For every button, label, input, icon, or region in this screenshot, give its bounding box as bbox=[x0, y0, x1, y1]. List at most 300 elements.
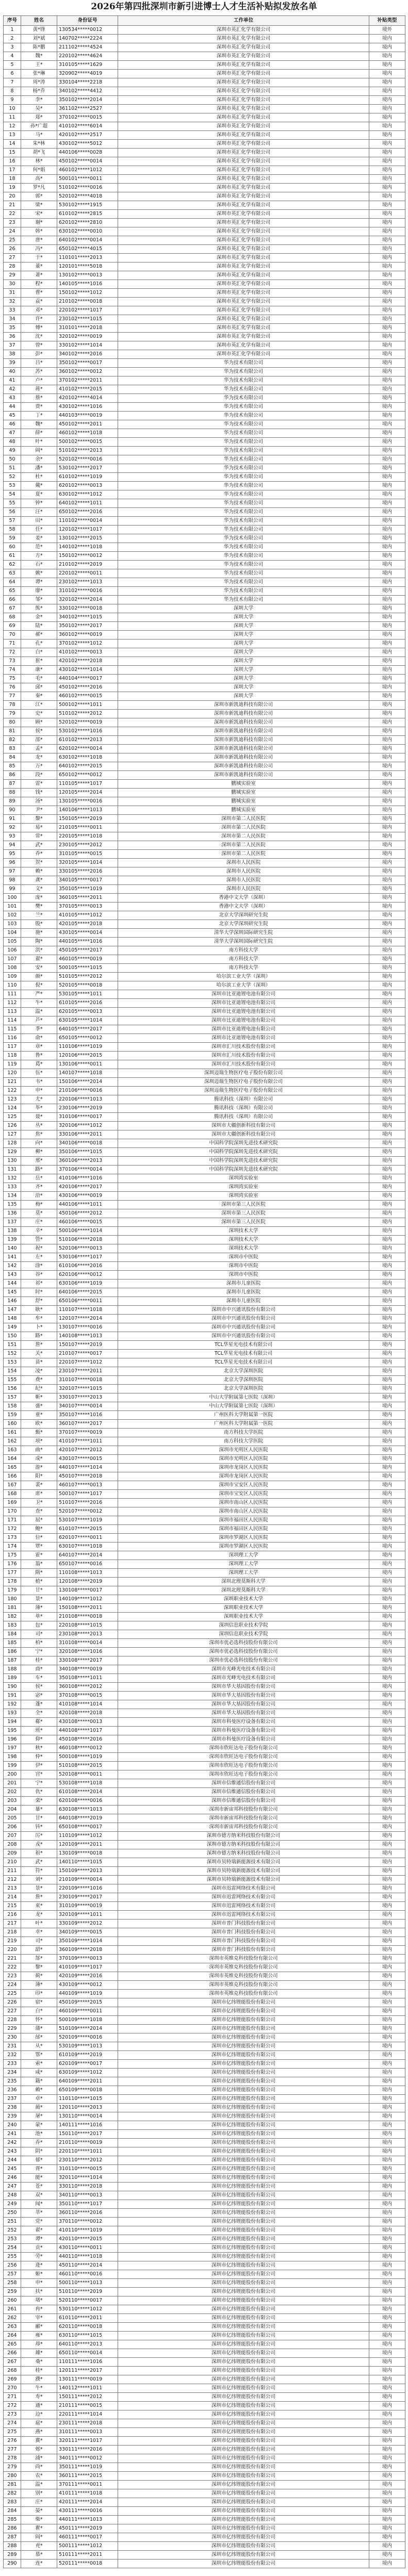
row-subsidy-type: 境内 bbox=[369, 2428, 405, 2437]
row-name: 车* bbox=[21, 1674, 57, 1683]
row-employer: 深圳市亿纬锂能股份有限公司 bbox=[118, 2446, 369, 2454]
row-index: 243 bbox=[4, 2147, 21, 2156]
row-subsidy-type: 境内 bbox=[369, 859, 405, 867]
row-employer: 鹏城实验室 bbox=[118, 780, 369, 789]
row-employer: 深圳市人民医院 bbox=[118, 876, 369, 885]
row-name: 周*涛 bbox=[21, 78, 57, 87]
row-name: 颜* bbox=[21, 973, 57, 981]
row-subsidy-type: 境内 bbox=[369, 1779, 405, 1788]
table-row bbox=[4, 718, 405, 727]
table-row bbox=[4, 675, 405, 683]
table-row bbox=[4, 52, 405, 61]
table-row bbox=[4, 464, 405, 473]
row-employer: 深圳市中兴通讯股份有限公司 bbox=[118, 1323, 369, 1332]
row-index: 166 bbox=[4, 1472, 21, 1481]
table-row bbox=[4, 2323, 405, 2332]
row-index: 266 bbox=[4, 2349, 21, 2358]
row-id-number: 430108*****0013 bbox=[57, 1718, 118, 1727]
row-name: 黎* bbox=[21, 1963, 57, 1972]
row-name: 刘* bbox=[21, 1876, 57, 1884]
row-id-number: 450102*****0014 bbox=[57, 157, 118, 166]
row-employer: 深圳市新凯迪科技有限公司 bbox=[118, 727, 369, 736]
table-row bbox=[4, 1499, 405, 1507]
table-row bbox=[4, 578, 405, 587]
row-index: 70 bbox=[4, 631, 21, 639]
table-row bbox=[4, 1078, 405, 1087]
row-subsidy-type: 境内 bbox=[369, 1332, 405, 1341]
table-row bbox=[4, 867, 405, 876]
row-name: 景* bbox=[21, 1595, 57, 1604]
row-subsidy-type: 境内 bbox=[369, 999, 405, 1008]
row-employer: 深圳市福田区人民医院 bbox=[118, 1516, 369, 1525]
row-subsidy-type: 境内 bbox=[369, 2288, 405, 2296]
row-employer: 深圳市亿纬锂能股份有限公司 bbox=[118, 2323, 369, 2332]
row-index: 143 bbox=[4, 1271, 21, 1279]
row-subsidy-type: 境内 bbox=[369, 1130, 405, 1139]
row-index: 245 bbox=[4, 2165, 21, 2174]
row-subsidy-type: 境内 bbox=[369, 2384, 405, 2393]
row-employer: 深圳市亿纬锂能股份有限公司 bbox=[118, 2296, 369, 2305]
table-row bbox=[4, 1858, 405, 1867]
row-name: 蒲* bbox=[21, 2025, 57, 2033]
row-subsidy-type: 境内 bbox=[369, 1455, 405, 1464]
row-employer: 华为技术有限公司 bbox=[118, 490, 369, 499]
row-id-number: 130108*****0017 bbox=[57, 1586, 118, 1595]
row-id-number: 120110*****2013 bbox=[57, 2104, 118, 2112]
row-subsidy-type: 境内 bbox=[369, 1358, 405, 1367]
row-id-number: 520107*****0012 bbox=[57, 1507, 118, 1516]
table-row bbox=[4, 1166, 405, 1174]
row-employer: 深圳市英汇化学有限公司 bbox=[118, 350, 369, 359]
row-index: 102 bbox=[4, 911, 21, 920]
row-employer: 深圳市亿纬锂能股份有限公司 bbox=[118, 2332, 369, 2340]
row-index: 206 bbox=[4, 1823, 21, 1832]
row-index: 248 bbox=[4, 2191, 21, 2200]
row-subsidy-type: 境内 bbox=[369, 2402, 405, 2410]
row-index: 258 bbox=[4, 2279, 21, 2288]
row-id-number: 150102*****1012 bbox=[57, 289, 118, 298]
row-subsidy-type: 境内 bbox=[369, 1315, 405, 1323]
row-employer: 南方科技大学 bbox=[118, 964, 369, 973]
row-employer: 深圳市英汇化学有限公司 bbox=[118, 70, 369, 78]
row-index: 137 bbox=[4, 1218, 21, 1227]
row-id-number: 460105*****0019 bbox=[57, 955, 118, 964]
row-subsidy-type: 境内 bbox=[369, 1534, 405, 1543]
row-index: 217 bbox=[4, 1919, 21, 1928]
row-id-number: 210110*****0019 bbox=[57, 2139, 118, 2147]
row-employer: 深圳市英汇化学有限公司 bbox=[118, 219, 369, 227]
row-index: 61 bbox=[4, 552, 21, 561]
row-index: 145 bbox=[4, 1288, 21, 1297]
row-name: 姜* bbox=[21, 534, 57, 543]
row-employer: 深圳市英维克科技股份有限公司 bbox=[118, 1981, 369, 1990]
row-employer: 华为技术有限公司 bbox=[118, 552, 369, 561]
row-subsidy-type: 境内 bbox=[369, 2279, 405, 2288]
row-employer: 深圳市迅雷网络技术有限公司 bbox=[118, 1893, 369, 1902]
row-subsidy-type: 境内 bbox=[369, 262, 405, 271]
row-name: 单* bbox=[21, 1613, 57, 1621]
row-name: 戴* bbox=[21, 482, 57, 490]
row-id-number: 610107*****2015 bbox=[57, 1525, 118, 1534]
row-employer: 深圳市科曼医疗设备有限公司 bbox=[118, 1718, 369, 1727]
table-row bbox=[4, 1034, 405, 1043]
row-subsidy-type: 境内 bbox=[369, 745, 405, 753]
row-id-number: 410106*****1016 bbox=[57, 1174, 118, 1183]
row-subsidy-type: 境内 bbox=[369, 1709, 405, 1718]
row-employer: 华为技术有限公司 bbox=[118, 499, 369, 508]
table-row bbox=[4, 1621, 405, 1630]
row-employer: 深圳市宝安区人民医院 bbox=[118, 1490, 369, 1499]
table-row bbox=[4, 1578, 405, 1586]
row-index: 23 bbox=[4, 219, 21, 227]
table-row bbox=[4, 1279, 405, 1288]
row-id-number: 230111*****2018 bbox=[57, 2419, 118, 2428]
row-index: 152 bbox=[4, 1350, 21, 1358]
row-employer: 深圳市新宙邦科技股份有限公司 bbox=[118, 1814, 369, 1823]
row-name: 段* bbox=[21, 771, 57, 780]
row-id-number: 120111*****2017 bbox=[57, 2367, 118, 2375]
row-name: 成* bbox=[21, 1455, 57, 1464]
row-subsidy-type: 境内 bbox=[369, 1928, 405, 1937]
table-row bbox=[4, 710, 405, 718]
row-name: 宫* bbox=[21, 1770, 57, 1779]
table-row bbox=[4, 2428, 405, 2437]
row-employer: 深圳市英汇化学有限公司 bbox=[118, 227, 369, 236]
row-index: 100 bbox=[4, 894, 21, 903]
row-employer: 深圳市新凯迪科技有限公司 bbox=[118, 745, 369, 753]
row-subsidy-type: 境内 bbox=[369, 1192, 405, 1201]
row-employer: 深圳市华大基因股份有限公司 bbox=[118, 1692, 369, 1700]
table-row bbox=[4, 35, 405, 43]
row-subsidy-type: 境内 bbox=[369, 1367, 405, 1376]
row-id-number: 210108*****0018 bbox=[57, 1613, 118, 1621]
row-subsidy-type: 境内 bbox=[369, 1639, 405, 1648]
row-subsidy-type: 境内 bbox=[369, 289, 405, 298]
table-row bbox=[4, 2174, 405, 2183]
row-subsidy-type: 境内 bbox=[369, 622, 405, 631]
row-name: 束* bbox=[21, 1902, 57, 1911]
row-subsidy-type: 境内 bbox=[369, 2147, 405, 2156]
row-index: 162 bbox=[4, 1437, 21, 1446]
row-subsidy-type: 境内 bbox=[369, 1446, 405, 1455]
row-employer: 清华大学深圳国际研究生院 bbox=[118, 938, 369, 946]
row-index: 173 bbox=[4, 1534, 21, 1543]
row-name: 江* bbox=[21, 701, 57, 710]
row-employer: 深圳市英汇化学有限公司 bbox=[118, 271, 369, 280]
row-subsidy-type: 境内 bbox=[369, 2358, 405, 2367]
table-row bbox=[4, 1464, 405, 1472]
row-id-number: 500110*****1013 bbox=[57, 2279, 118, 2288]
row-name: 詹* bbox=[21, 1893, 57, 1902]
table-row bbox=[4, 2437, 405, 2446]
table-row bbox=[4, 333, 405, 341]
row-index: 120 bbox=[4, 1069, 21, 1078]
row-employer: 深圳市优必选科技股份有限公司 bbox=[118, 1656, 369, 1665]
table-row bbox=[4, 219, 405, 227]
row-subsidy-type: 境内 bbox=[369, 701, 405, 710]
row-subsidy-type: 境内 bbox=[369, 1209, 405, 1218]
table-row bbox=[4, 2507, 405, 2516]
table-row bbox=[4, 26, 405, 35]
row-employer: 深圳市宝安区人民医院 bbox=[118, 1481, 369, 1490]
row-name: 盛* bbox=[21, 1402, 57, 1411]
row-id-number: 150110*****2017 bbox=[57, 2130, 118, 2139]
table-row bbox=[4, 1332, 405, 1341]
row-index: 118 bbox=[4, 1052, 21, 1060]
row-id-number: 220105*****1018 bbox=[57, 832, 118, 841]
row-employer: 深圳北理莫斯科大学 bbox=[118, 1586, 369, 1595]
row-name: 赖* bbox=[21, 2086, 57, 2095]
row-id-number: 620108*****0016 bbox=[57, 1797, 118, 1806]
row-index: 285 bbox=[4, 2516, 21, 2524]
row-index: 189 bbox=[4, 1674, 21, 1683]
row-name: 常* bbox=[21, 832, 57, 841]
row-index: 15 bbox=[4, 149, 21, 157]
row-id-number: 650102*****2016 bbox=[57, 508, 118, 517]
table-row bbox=[4, 1060, 405, 1069]
row-employer: 深圳市比亚迪锂电池有限公司 bbox=[118, 1016, 369, 1025]
table-row bbox=[4, 701, 405, 710]
row-id-number: 440110*****1018 bbox=[57, 2253, 118, 2261]
row-index: 267 bbox=[4, 2358, 21, 2367]
row-employer: 深圳市信维通信股份有限公司 bbox=[118, 1788, 369, 1797]
row-employer: 深圳市德方纳米科技股份有限公司 bbox=[118, 1849, 369, 1858]
row-subsidy-type: 境内 bbox=[369, 2007, 405, 2016]
row-index: 215 bbox=[4, 1902, 21, 1911]
row-id-number: 340102*****1015 bbox=[57, 613, 118, 622]
table-row bbox=[4, 587, 405, 596]
row-employer: 深圳市第三人民医院 bbox=[118, 1218, 369, 1227]
row-employer: 华为技术有限公司 bbox=[118, 596, 369, 604]
row-employer: 深圳市英维克科技股份有限公司 bbox=[118, 1955, 369, 1963]
row-index: 119 bbox=[4, 1060, 21, 1069]
table-row bbox=[4, 1393, 405, 1402]
row-index: 247 bbox=[4, 2183, 21, 2191]
row-id-number: 420109*****2016 bbox=[57, 1972, 118, 1981]
row-subsidy-type: 境内 bbox=[369, 2507, 405, 2516]
row-subsidy-type: 境内 bbox=[369, 1201, 405, 1209]
row-index: 182 bbox=[4, 1613, 21, 1621]
table-row bbox=[4, 1560, 405, 1569]
table-row bbox=[4, 2086, 405, 2095]
row-employer: 深圳市亿纬锂能股份有限公司 bbox=[118, 2270, 369, 2279]
row-id-number: 410109*****1017 bbox=[57, 1963, 118, 1972]
table-row bbox=[4, 201, 405, 210]
row-name: 费* bbox=[21, 1376, 57, 1385]
row-name: 桂* bbox=[21, 2367, 57, 2375]
row-index: 32 bbox=[4, 298, 21, 306]
row-id-number: 440105*****1016 bbox=[57, 938, 118, 946]
row-employer: 深圳技术大学 bbox=[118, 1236, 369, 1244]
row-index: 131 bbox=[4, 1166, 21, 1174]
table-row bbox=[4, 1157, 405, 1166]
row-name: 祝* bbox=[21, 1244, 57, 1253]
table-row bbox=[4, 412, 405, 420]
table-row bbox=[4, 929, 405, 938]
row-subsidy-type: 境内 bbox=[369, 806, 405, 815]
row-employer: 北京大学深圳医院 bbox=[118, 1385, 369, 1393]
row-name: 舒* bbox=[21, 1297, 57, 1306]
table-row bbox=[4, 903, 405, 911]
table-row bbox=[4, 1656, 405, 1665]
row-employer: 深圳市亿纬锂能股份有限公司 bbox=[118, 2516, 369, 2524]
row-employer: 华为技术有限公司 bbox=[118, 376, 369, 385]
row-subsidy-type: 境内 bbox=[369, 1525, 405, 1534]
table-row bbox=[4, 1832, 405, 1841]
row-index: 229 bbox=[4, 2025, 21, 2033]
row-index: 183 bbox=[4, 1621, 21, 1630]
row-id-number: 500102*****0015 bbox=[57, 438, 118, 447]
row-index: 178 bbox=[4, 1578, 21, 1586]
row-id-number: 220110*****1011 bbox=[57, 2147, 118, 2156]
row-id-number: 610102*****2013 bbox=[57, 736, 118, 745]
table-row bbox=[4, 2270, 405, 2279]
row-index: 228 bbox=[4, 2016, 21, 2025]
row-index: 197 bbox=[4, 1744, 21, 1753]
row-name: 党* bbox=[21, 2218, 57, 2226]
row-id-number: 450105*****2017 bbox=[57, 946, 118, 955]
row-subsidy-type: 境内 bbox=[369, 385, 405, 394]
row-index: 52 bbox=[4, 473, 21, 482]
row-name: 蒙* bbox=[21, 2121, 57, 2130]
row-name: 夏* bbox=[21, 490, 57, 499]
table-row bbox=[4, 184, 405, 192]
row-name: 贺* bbox=[21, 859, 57, 867]
row-index: 260 bbox=[4, 2296, 21, 2305]
row-name: 索* bbox=[21, 2060, 57, 2069]
row-id-number: 360109*****2018 bbox=[57, 1946, 118, 1955]
row-name: 姚* bbox=[21, 569, 57, 578]
row-name: 贾* bbox=[21, 403, 57, 412]
row-subsidy-type: 境内 bbox=[369, 2086, 405, 2095]
row-employer: 深圳大学 bbox=[118, 675, 369, 683]
row-id-number: 330108*****2017 bbox=[57, 1656, 118, 1665]
row-subsidy-type: 境内 bbox=[369, 946, 405, 955]
row-name: 秋* bbox=[21, 1744, 57, 1753]
row-subsidy-type: 境内 bbox=[369, 2454, 405, 2463]
row-id-number: 370109*****0013 bbox=[57, 1955, 118, 1963]
row-employer: 深圳北理莫斯科大学 bbox=[118, 1578, 369, 1586]
row-index: 150 bbox=[4, 1332, 21, 1341]
row-employer: 深圳市英维克科技股份有限公司 bbox=[118, 1972, 369, 1981]
row-subsidy-type: 境内 bbox=[369, 587, 405, 596]
row-subsidy-type: 境内 bbox=[369, 2375, 405, 2384]
row-employer: 深圳市普门科技股份有限公司 bbox=[118, 1937, 369, 1946]
table-row bbox=[4, 1043, 405, 1052]
row-subsidy-type: 境内 bbox=[369, 552, 405, 561]
row-index: 126 bbox=[4, 1122, 21, 1130]
row-subsidy-type: 境内 bbox=[369, 964, 405, 973]
row-name: 籍* bbox=[21, 2077, 57, 2086]
row-id-number: 340107*****0014 bbox=[57, 1402, 118, 1411]
row-index: 222 bbox=[4, 1963, 21, 1972]
row-employer: 华为技术有限公司 bbox=[118, 438, 369, 447]
row-employer: 深圳市科曼医疗设备有限公司 bbox=[118, 1727, 369, 1735]
row-index: 16 bbox=[4, 157, 21, 166]
row-subsidy-type: 境内 bbox=[369, 1919, 405, 1928]
row-employer: 深圳市大疆创新科技有限公司 bbox=[118, 1130, 369, 1139]
row-index: 87 bbox=[4, 780, 21, 789]
row-name: 蓬* bbox=[21, 1700, 57, 1709]
row-subsidy-type: 境内 bbox=[369, 578, 405, 587]
row-employer: 深圳技术大学 bbox=[118, 1244, 369, 1253]
row-id-number: 430109*****0012 bbox=[57, 1981, 118, 1990]
row-index: 194 bbox=[4, 1718, 21, 1727]
row-index: 259 bbox=[4, 2288, 21, 2296]
row-employer: 深圳市亿纬锂能股份有限公司 bbox=[118, 2235, 369, 2244]
row-id-number: 120105*****2014 bbox=[57, 789, 118, 797]
row-index: 191 bbox=[4, 1692, 21, 1700]
row-index: 201 bbox=[4, 1779, 21, 1788]
row-employer: 南方科技大学医院 bbox=[118, 1437, 369, 1446]
row-subsidy-type: 境内 bbox=[369, 648, 405, 657]
row-id-number: 430106*****0019 bbox=[57, 1192, 118, 1201]
row-subsidy-type: 境内 bbox=[369, 1297, 405, 1306]
row-employer: 深圳市亿纬锂能股份有限公司 bbox=[118, 2349, 369, 2358]
row-employer: 深圳市科曼医疗设备有限公司 bbox=[118, 1735, 369, 1744]
row-id-number: 610106*****2016 bbox=[57, 1262, 118, 1271]
row-subsidy-type: 境内 bbox=[369, 1674, 405, 1683]
row-subsidy-type: 境内 bbox=[369, 639, 405, 648]
row-name: 牛* bbox=[21, 2384, 57, 2393]
row-name: 傅* bbox=[21, 324, 57, 333]
row-employer: 深圳市亿纬锂能股份有限公司 bbox=[118, 2051, 369, 2060]
row-index: 104 bbox=[4, 929, 21, 938]
row-name: 余* bbox=[21, 455, 57, 464]
row-id-number: 330106*****2011 bbox=[57, 1130, 118, 1139]
row-employer: 北京大学深圳研究生院 bbox=[118, 920, 369, 929]
row-subsidy-type: 境内 bbox=[369, 2244, 405, 2253]
row-index: 114 bbox=[4, 1016, 21, 1025]
row-id-number: 640108*****2019 bbox=[57, 1814, 118, 1823]
row-name: 顾* bbox=[21, 718, 57, 727]
row-id-number: 500107*****1017 bbox=[57, 1490, 118, 1499]
row-id-number: 460109*****0011 bbox=[57, 2007, 118, 2016]
row-index: 144 bbox=[4, 1279, 21, 1288]
row-name: 充* bbox=[21, 2542, 57, 2551]
row-index: 8 bbox=[4, 87, 21, 96]
row-id-number: 330110*****2018 bbox=[57, 2183, 118, 2191]
subsidy-list-table-container bbox=[3, 15, 405, 2568]
row-id-number: 650108*****0017 bbox=[57, 1823, 118, 1832]
table-row bbox=[4, 526, 405, 534]
row-index: 129 bbox=[4, 1148, 21, 1157]
row-id-number: 420102*****2517 bbox=[57, 131, 118, 140]
row-name: 凌* bbox=[21, 1367, 57, 1376]
row-index: 11 bbox=[4, 113, 21, 122]
row-index: 242 bbox=[4, 2139, 21, 2147]
row-subsidy-type: 境内 bbox=[369, 718, 405, 727]
row-name: 咸* bbox=[21, 2069, 57, 2077]
row-name: 叶* bbox=[21, 1919, 57, 1928]
row-subsidy-type: 境内 bbox=[369, 1052, 405, 1060]
row-subsidy-type: 境内 bbox=[369, 490, 405, 499]
row-id-number: 150102*****0012 bbox=[57, 552, 118, 561]
row-id-number: 230107*****2011 bbox=[57, 1367, 118, 1376]
row-subsidy-type: 境内 bbox=[369, 1429, 405, 1437]
row-employer: 深圳市亿纬锂能股份有限公司 bbox=[118, 2244, 369, 2253]
table-row bbox=[4, 157, 405, 166]
row-index: 55 bbox=[4, 499, 21, 508]
row-index: 274 bbox=[4, 2419, 21, 2428]
row-index: 204 bbox=[4, 1806, 21, 1814]
row-id-number: 500101*****0011 bbox=[57, 175, 118, 184]
row-subsidy-type: 境内 bbox=[369, 1797, 405, 1806]
table-row bbox=[4, 2209, 405, 2218]
row-id-number: 460110*****0016 bbox=[57, 2270, 118, 2279]
table-row bbox=[4, 508, 405, 517]
row-subsidy-type: 境内 bbox=[369, 1122, 405, 1130]
